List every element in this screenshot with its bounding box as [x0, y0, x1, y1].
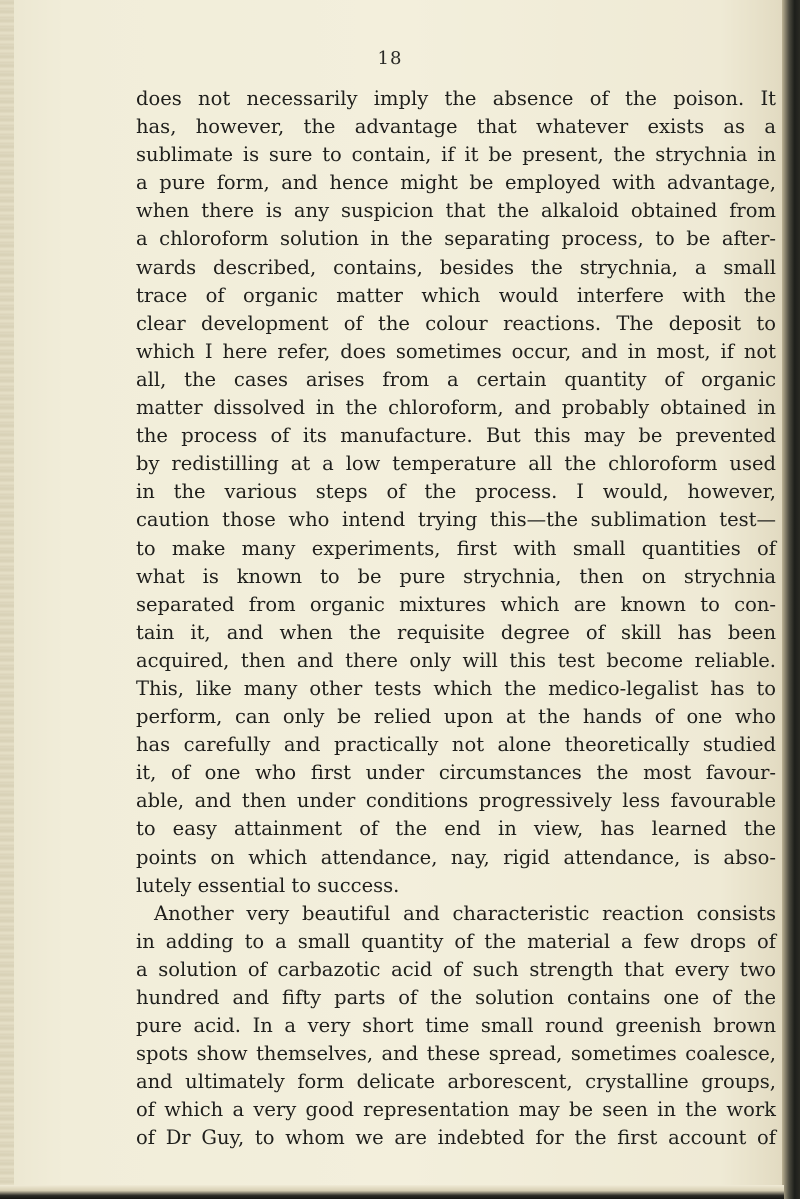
page-right-edge: [782, 0, 800, 1199]
text-line: acquired, then and there only will this test become reliable.: [136, 648, 776, 672]
text-line: all, the cases arises from a certain quantity of organic: [136, 367, 776, 391]
text-line: caution those who intend trying this—the sublimation test—: [136, 508, 776, 532]
paragraph-start-line: Another very beautiful and characteristic reaction consists: [154, 901, 776, 925]
text-line: sublimate is sure to contain, if it be present, the strychnia in: [136, 143, 776, 167]
text-line: hundred and fifty parts of the solution contains one of the: [136, 986, 776, 1009]
text-line: pure acid. In a very short time small round greenish brown: [136, 1014, 776, 1038]
page-bottom-edge: [0, 1185, 784, 1199]
text-line: a solution of carbazotic acid of such strength that every two: [136, 957, 776, 981]
text-line: points on which attendance, nay, rigid attendance, is abso-: [136, 845, 776, 869]
text-line: in the various steps of the process. I would, however,: [136, 480, 776, 504]
text-line: wards described, contains, besides the strychnia, a small: [136, 255, 776, 279]
body-text: [136, 85, 776, 1153]
text-line: the process of its manufacture. But this may be prevented: [136, 424, 776, 448]
text-line: a pure form, and hence might be employed with advantage,: [136, 171, 776, 195]
text-line: spots show themselves, and these spread, sometimes coalesce,: [136, 1042, 776, 1066]
text-line: of Dr Guy, to whom we are indebted for the first account of: [136, 1126, 776, 1150]
text-line: of which a very good representation may be seen in the work: [136, 1098, 776, 1122]
text-line: tain it, and when the requisite degree of skill has been: [136, 620, 776, 644]
paragraph-end-line: lutely essential to success.: [136, 873, 400, 897]
page-number: 18: [377, 48, 403, 69]
text-line: in adding to a small quantity of the material a few drops of: [136, 929, 776, 953]
text-line: it, of one who first under circumstances the most favour-: [136, 761, 776, 785]
text-line: has carefully and practically not alone theoretically studied: [136, 733, 776, 757]
text-line: when there is any suspicion that the alkaloid obtained from: [136, 199, 776, 223]
text-line: separated from organic mixtures which are known to con-: [136, 592, 776, 616]
text-line: This, like many other tests which the medico-legalist has to: [136, 676, 776, 700]
text-line: which I here refer, does sometimes occur, and in most, if not: [136, 339, 776, 363]
text-line: matter dissolved in the chloroform, and probably obtained in: [136, 396, 776, 420]
text-line: by redistilling at a low temperature all the chloroform used: [136, 452, 776, 476]
text-line: and ultimately form delicate arborescent, crystalline groups,: [136, 1070, 776, 1094]
text-line: clear development of the colour reactions. The deposit to: [136, 311, 776, 335]
page-left-edge: [0, 0, 14, 1199]
text-line: what is known to be pure strychnia, then on strychnia: [136, 564, 776, 588]
text-line: perform, can only be relied upon at the hands of one who: [136, 705, 776, 729]
text-line: has, however, the advantage that whatever exists as a: [136, 115, 776, 139]
text-line: does not necessarily imply the absence of the poison. It: [136, 87, 776, 110]
text-line: a chloroform solution in the separating process, to be after-: [136, 227, 776, 251]
text-line: trace of organic matter which would interfere with the: [136, 283, 776, 307]
text-line: able, and then under conditions progressively less favourable: [136, 789, 776, 813]
text-line: to make many experiments, first with small quantities of: [136, 536, 776, 560]
text-line: to easy attainment of the end in view, has learned the: [136, 817, 776, 841]
